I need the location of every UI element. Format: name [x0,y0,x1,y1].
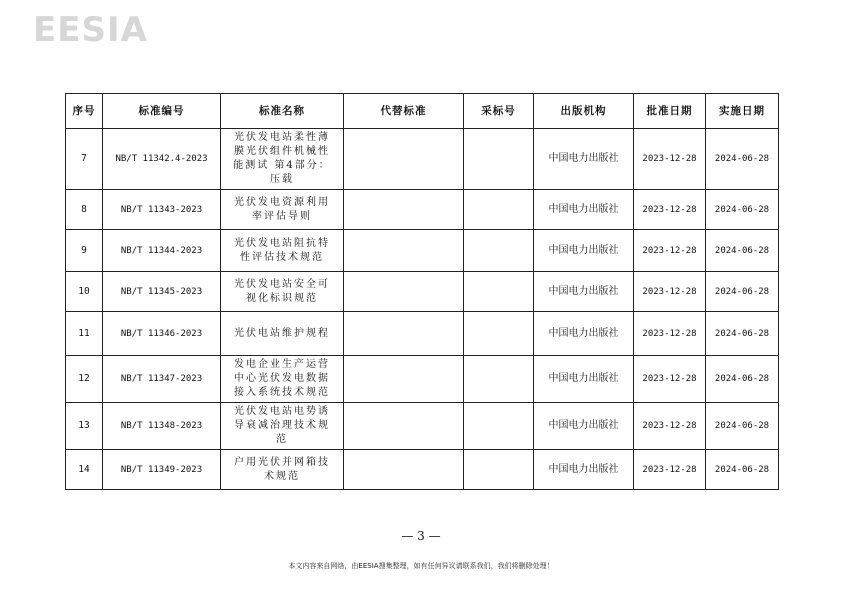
cell-code: NB/T 11345-2023 [103,272,221,312]
cell-replaces [344,190,464,230]
cell-code: NB/T 11344-2023 [103,230,221,272]
cell-replaces [344,230,464,272]
cell-adopted [464,272,534,312]
cell-approved: 2023-12-28 [634,129,706,190]
cell-seq: 12 [66,356,103,403]
cell-seq: 14 [66,450,103,490]
header-approved: 批准日期 [634,94,706,129]
cell-approved: 2023-12-28 [634,272,706,312]
header-code: 标准编号 [103,94,221,129]
cell-name: 发电企业生产运营中心光伏发电数据接入系统技术规范 [221,356,344,403]
cell-publisher: 中国电力出版社 [534,230,634,272]
cell-effective: 2024-06-28 [706,230,779,272]
cell-name: 光伏发电资源利用率评估导则 [221,190,344,230]
cell-name: 光伏发电站阻抗特性评估技术规范 [221,230,344,272]
cell-adopted [464,356,534,403]
cell-adopted [464,129,534,190]
table-row [66,450,779,490]
cell-effective: 2024-06-28 [706,403,779,450]
cell-publisher: 中国电力出版社 [534,129,634,190]
table-row [66,190,779,230]
standards-table [65,93,779,490]
cell-code: NB/T 11343-2023 [103,190,221,230]
cell-name: 光伏发电站安全可视化标识规范 [221,272,344,312]
footer-notice: 本文内容来自网络，由EESIA搜集整理，如有任何异议请联系我们，我们将删除处理！ [288,562,554,570]
cell-code: NB/T 11349-2023 [103,450,221,490]
table-header-row [66,94,779,129]
cell-code: NB/T 11347-2023 [103,356,221,403]
page-number: — 3 — [401,529,441,543]
cell-approved: 2023-12-28 [634,450,706,490]
cell-replaces [344,272,464,312]
cell-replaces [344,403,464,450]
cell-publisher: 中国电力出版社 [534,272,634,312]
cell-publisher: 中国电力出版社 [534,312,634,356]
cell-effective: 2024-06-28 [706,129,779,190]
table-row [66,272,779,312]
header-replaces: 代替标准 [344,94,464,129]
table-row [66,403,779,450]
cell-approved: 2023-12-28 [634,230,706,272]
cell-seq: 11 [66,312,103,356]
header-effective: 实施日期 [706,94,779,129]
cell-effective: 2024-06-28 [706,450,779,490]
header-seq: 序号 [66,94,103,129]
cell-adopted [464,450,534,490]
cell-replaces [344,356,464,403]
cell-effective: 2024-06-28 [706,312,779,356]
cell-adopted [464,312,534,356]
cell-effective: 2024-06-28 [706,356,779,403]
eesia-logo: EESIA [33,10,148,50]
table-row [66,356,779,403]
header-name: 标准名称 [221,94,344,129]
cell-publisher: 中国电力出版社 [534,356,634,403]
cell-replaces [344,450,464,490]
cell-seq: 8 [66,190,103,230]
cell-code: NB/T 11346-2023 [103,312,221,356]
header-publisher: 出版机构 [534,94,634,129]
table-row [66,129,779,190]
cell-adopted [464,230,534,272]
cell-replaces [344,129,464,190]
cell-name: 光伏发电站电势诱导衰减治理技术规范 [221,403,344,450]
cell-seq: 7 [66,129,103,190]
cell-name: 光伏发电站柔性薄膜光伏组件机械性能测试 第4部分：压载 [221,129,344,190]
cell-code: NB/T 11348-2023 [103,403,221,450]
cell-publisher: 中国电力出版社 [534,450,634,490]
cell-approved: 2023-12-28 [634,312,706,356]
cell-name: 光伏电站维护规程 [221,312,344,356]
table-row [66,312,779,356]
header-adopted: 采标号 [464,94,534,129]
cell-adopted [464,403,534,450]
cell-code: NB/T 11342.4-2023 [103,129,221,190]
cell-adopted [464,190,534,230]
cell-approved: 2023-12-28 [634,403,706,450]
cell-effective: 2024-06-28 [706,190,779,230]
cell-publisher: 中国电力出版社 [534,403,634,450]
cell-publisher: 中国电力出版社 [534,190,634,230]
cell-name: 户用光伏并网箱技术规范 [221,450,344,490]
cell-seq: 10 [66,272,103,312]
cell-approved: 2023-12-28 [634,190,706,230]
cell-effective: 2024-06-28 [706,272,779,312]
cell-replaces [344,312,464,356]
cell-approved: 2023-12-28 [634,356,706,403]
table-row [66,230,779,272]
cell-seq: 9 [66,230,103,272]
cell-seq: 13 [66,403,103,450]
